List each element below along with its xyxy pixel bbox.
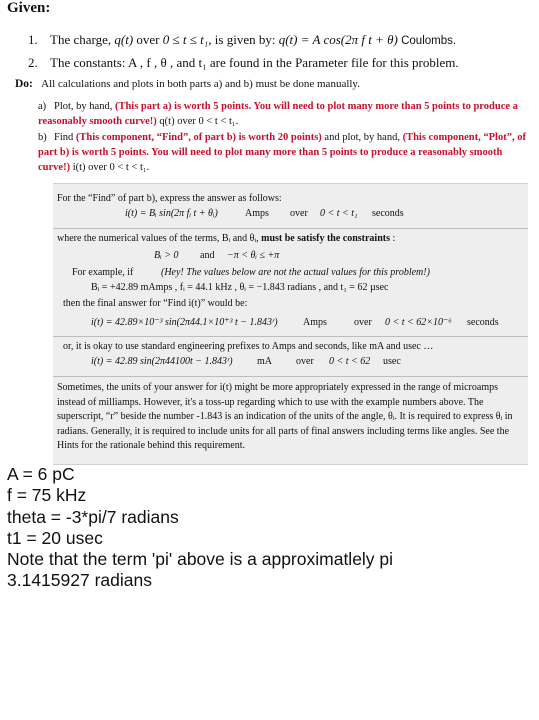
note-line: f = 75 kHz	[7, 485, 87, 506]
constraint-line	[57, 233, 395, 244]
answer-equation: i(t) = 42.89×10⁻³ sin(2π44.1×10⁺³ t − 1.843ʳ)	[91, 317, 278, 328]
panel-divider	[53, 376, 528, 377]
part-a-text: q(t) over 0 < t < t₁.	[156, 116, 239, 127]
charge-function: q(t)	[114, 32, 134, 47]
note-line: Note that the term 'pi' above is a approximatlely pi	[7, 549, 394, 570]
form-equation: i(t) = Bᵢ sin(2π fᵢ t + θᵢ)	[125, 208, 218, 219]
then-text: then the final answer for “Find i(t)” would be:	[63, 298, 248, 309]
form-units: seconds	[372, 208, 404, 219]
example-label: For example, if	[72, 267, 134, 278]
part-b	[38, 130, 528, 175]
part-b-text: i(t) over 0 < t < t₁.	[70, 162, 150, 173]
form-over: over	[290, 208, 308, 219]
panel-intro: For the “Find” of part b), express the answer as follows:	[57, 193, 282, 204]
form-range: 0 < t < t₁	[320, 208, 358, 219]
parameter-notes	[7, 464, 393, 592]
part-b-text: Find	[54, 132, 76, 143]
item-text: The charge,	[50, 32, 115, 47]
constraint-and: and	[200, 250, 215, 261]
alt-equation: i(t) = 42.89 sin(2π44100t − 1.843ʳ)	[91, 356, 233, 367]
answer-over: over	[354, 317, 372, 328]
item-text: over	[133, 32, 163, 47]
alt-over: over	[296, 356, 314, 367]
panel-divider	[53, 228, 528, 229]
part-a	[38, 99, 528, 129]
part-b-plot-points-note: (This component, “Plot”, of part b) is worth 5 points. You will need to plot many more than 5 points to produce a reasonably smooth curve!)	[38, 132, 526, 173]
charge-unit: Coulombs.	[401, 35, 457, 47]
item-number: 2.	[28, 55, 38, 70]
part-b-find-points-note: (This component, “Find”, of part b) is worth 20 points)	[75, 132, 322, 143]
note-line: theta = -3*pi/7 radians	[7, 506, 179, 527]
note-line: 3.1415927 radians	[7, 570, 152, 591]
given-item-1	[28, 32, 456, 48]
answer-range: 0 < t < 62×10⁻⁶	[385, 317, 452, 328]
item-text: , is given by:	[208, 32, 279, 47]
answer-format-panel	[53, 183, 528, 465]
constraint-text: where the numerical values of the terms, Bᵢ and θᵢ,	[57, 233, 262, 244]
or-text: or, it is okay to use standard engineering prefixes to Amps and seconds, like mA and usec …	[63, 341, 434, 352]
constraint-colon: :	[390, 233, 396, 244]
constraint-theta: −π < θᵢ ≤ +π	[227, 250, 280, 261]
do-line	[15, 78, 360, 90]
charge-formula: q(t) = A cos(2π f t + θ)	[278, 32, 398, 47]
given-item-2	[28, 55, 459, 71]
time-range: 0 ≤ t ≤ t₁	[162, 32, 209, 47]
part-b-label: b)	[38, 132, 47, 143]
part-b-text: and plot, by hand,	[321, 132, 403, 143]
alt-units: usec	[383, 356, 401, 367]
alt-range: 0 < t < 62	[329, 356, 371, 367]
constraint-bold: must be satisfy the constraints	[261, 233, 390, 244]
answer-units: seconds	[467, 317, 499, 328]
sometimes-paragraph: Sometimes, the units of your answer for i(t) might be more appropriately expressed in the range of microamps instead of milliamps. However, it's a toss-up regarding which to use with the example numbers above. The superscript, “r” beside the number -1.843 is an indication of the units of the angle, θᵢ. It is required to express θᵢ in radians. Generally, it is required to include units for all parts of final answers including terms like angles. See the Hints for the rationale behind this requirement.	[57, 382, 513, 451]
alt-unit: mA	[257, 356, 272, 367]
form-unit: Amps	[245, 208, 269, 219]
part-a-points-note: (This part a) is worth 5 points. You will need to plot many more than 5 points to produce a reasonably smooth curve!)	[38, 101, 518, 127]
part-a-label: a)	[38, 101, 47, 112]
constraint-b: Bᵢ > 0	[154, 250, 179, 261]
note-line: A = 6 pC	[7, 464, 75, 484]
example-note: (Hey! The values below are not the actual values for this problem!)	[161, 267, 430, 278]
item-number: 1.	[28, 32, 38, 47]
item-text: The constants: A , f , θ , and t₁ are found in the Parameter file for this problem.	[50, 55, 459, 70]
do-label: Do:	[15, 78, 33, 90]
example-values: Bᵢ = +42.89 mAmps , fᵢ = 44.1 kHz , θᵢ = −1.843 radians , and t₁ = 62 µsec	[91, 282, 389, 293]
part-a-text: Plot, by hand,	[54, 101, 115, 112]
panel-divider	[53, 336, 528, 337]
do-text: All calculations and plots in both parts a) and b) must be done manually.	[41, 78, 360, 90]
note-line: t1 = 20 usec	[7, 527, 103, 548]
answer-unit: Amps	[303, 317, 327, 328]
given-heading: Given:	[7, 0, 51, 16]
